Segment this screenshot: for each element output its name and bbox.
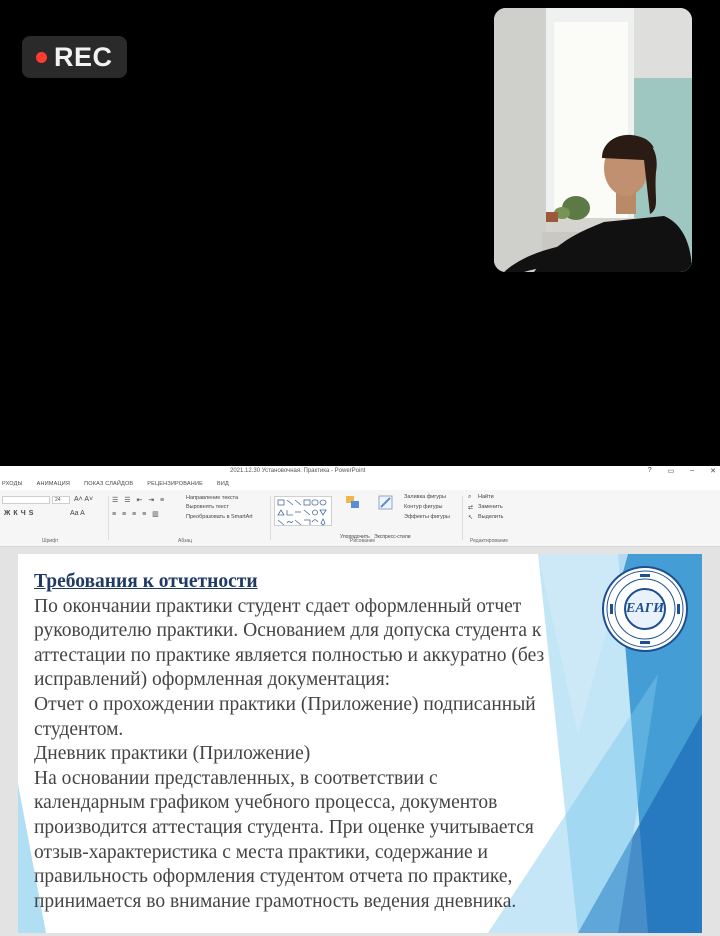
- slide-line: принимается во внимание грамотность ведения дневника.: [34, 890, 517, 912]
- record-dot-icon: [36, 52, 47, 63]
- slide-line: отзыв-характеристика с места практики, содержание и: [34, 841, 488, 863]
- quick-styles-icon[interactable]: [376, 493, 396, 513]
- group-editing-label: Редактирование: [470, 538, 509, 544]
- slide-body[interactable]: [34, 570, 594, 914]
- tab-slide-show[interactable]: ПОКАЗ СЛАЙДОВ: [84, 480, 134, 487]
- align-text-button[interactable]: Выровнять текст: [186, 504, 229, 510]
- group-drawing-label: Рисование: [350, 538, 376, 544]
- tab-transitions[interactable]: РХОДЫ: [2, 480, 23, 487]
- shapes-gallery[interactable]: [274, 496, 332, 526]
- slide-line: исправлений) оформленная документация:: [34, 669, 391, 691]
- cursor-icon: ↖: [468, 515, 474, 521]
- arrange-icon[interactable]: [342, 493, 364, 513]
- font-format-icons[interactable]: ЖКЧS: [4, 510, 37, 517]
- font-color-icon[interactable]: Aa A: [70, 510, 85, 517]
- institute-logo: [602, 566, 688, 652]
- tab-view[interactable]: ВИД: [217, 480, 229, 487]
- find-button[interactable]: Найти: [478, 494, 494, 500]
- slide[interactable]: [18, 554, 702, 933]
- shape-outline-button[interactable]: Контур фигуры: [404, 504, 443, 510]
- shape-fill-button[interactable]: Заливка фигуры: [404, 494, 447, 500]
- slide-line: аттестации по практике является полностью и аккуратно (без: [34, 644, 545, 666]
- slide-line: На основании представленных, в соответствии с: [34, 767, 438, 789]
- replace-button[interactable]: Заменить: [478, 504, 503, 510]
- powerpoint-title-bar: [0, 466, 720, 477]
- ribbon-separator: [108, 496, 109, 540]
- logo-emblem: [624, 588, 666, 630]
- slide-line: Отчет о прохождении практики (Приложение) подписанный: [34, 693, 536, 715]
- ribbon-tabs: [0, 477, 720, 490]
- binoculars-icon: ⌕: [468, 494, 472, 500]
- close-icon[interactable]: ✕: [710, 468, 716, 475]
- group-font-label: Шрифт: [42, 538, 59, 544]
- replace-icon: ⇄: [468, 505, 474, 511]
- slide-line: студентом.: [34, 718, 124, 740]
- shape-effects-button[interactable]: Эффекты фигуры: [404, 514, 450, 520]
- slide-editing-area: [0, 547, 720, 936]
- slide-line: правильность оформления студентом отчета по практике,: [34, 866, 513, 888]
- shared-screen: [0, 466, 720, 936]
- font-size-box[interactable]: [52, 496, 70, 504]
- quick-styles-label[interactable]: Экспресс-стили: [374, 534, 411, 540]
- window-controls: [648, 467, 716, 475]
- ribbon-separator: [270, 496, 271, 540]
- restore-ribbon-icon[interactable]: ▭: [667, 468, 675, 475]
- slide-line: календарным графиком учебного процесса, документов: [34, 792, 498, 814]
- minimize-icon[interactable]: –: [690, 467, 695, 474]
- slide-line: производится аттестация студента. При оценке учитывается: [34, 816, 534, 838]
- text-direction-button[interactable]: Направление текста: [186, 495, 239, 501]
- participant-video-tile[interactable]: [494, 8, 692, 272]
- help-icon[interactable]: ?: [647, 467, 652, 474]
- recording-indicator: [22, 36, 127, 78]
- list-icons[interactable]: ☰ ☰ ⇤ ⇥ ≡: [112, 497, 167, 504]
- slide-line: руководителю практики. Основанием для допуска студента к: [34, 620, 542, 642]
- slide-line: По окончании практики студент сдает оформленный отчет: [34, 595, 522, 617]
- select-button[interactable]: Выделить: [478, 514, 504, 520]
- logo-abbreviation: ЕАГИ: [625, 601, 665, 616]
- participant-video-frame: [494, 8, 692, 272]
- slide-title: Требования к отчетности: [34, 571, 258, 592]
- grow-font-icon[interactable]: A˄ A˅: [74, 496, 94, 503]
- tab-review[interactable]: РЕЦЕНЗИРОВАНИЕ: [147, 480, 203, 487]
- shapes-icon: [275, 497, 333, 527]
- ribbon-separator: [462, 496, 463, 540]
- font-name-box[interactable]: [2, 496, 50, 504]
- font-size-value: 24: [55, 497, 61, 503]
- convert-smartart-button[interactable]: Преобразовать в SmartArt: [186, 514, 253, 520]
- tab-animation[interactable]: АНИМАЦИЯ: [36, 480, 71, 487]
- slide-line: Дневник практики (Приложение): [34, 743, 311, 765]
- recording-label: REC: [54, 41, 113, 72]
- group-paragraph-label: Абзац: [178, 538, 193, 544]
- window-title: 2021.12.30 Установочная. Практика - PowerPoint: [230, 468, 366, 474]
- align-icons[interactable]: ≡ ≡ ≡ ≡ ▥: [112, 511, 161, 518]
- ribbon: [0, 490, 720, 547]
- arrange-button-label[interactable]: Упорядочить: [340, 534, 370, 540]
